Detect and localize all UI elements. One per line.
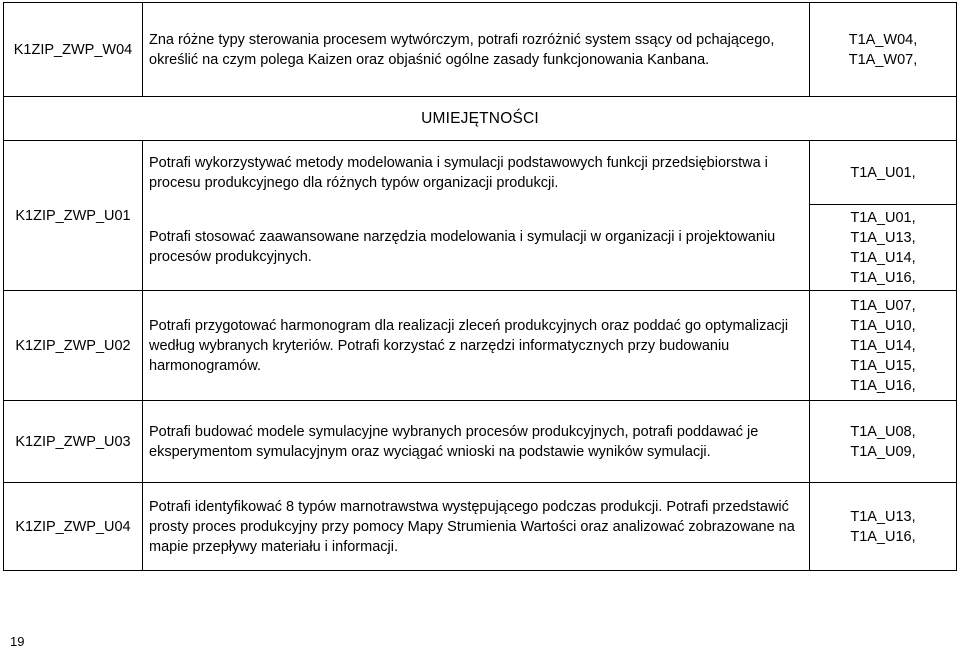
outcome-description: Potrafi identyfikować 8 typów marnotrawstwa występującego podczas produkcji. Potrafi przedstawić prosty proces produkcyjny przy pomocy Mapy Strumienia Wartości oraz analizować zobrazowane na mapie przepływy materiału i informacji. bbox=[143, 483, 810, 571]
ref-code: T1A_U13, bbox=[850, 229, 916, 246]
ref-code: T1A_U09, bbox=[850, 443, 916, 460]
ref-code: T1A_U01, bbox=[850, 209, 916, 226]
ref-code: T1A_U16, bbox=[850, 269, 916, 286]
outcome-description: Potrafi stosować zaawansowane narzędzia modelowania i symulacji w organizacji i projektowaniu procesów produkcyjnych. bbox=[143, 205, 810, 291]
outcome-refs bbox=[810, 291, 957, 401]
table-row bbox=[4, 291, 957, 401]
ref-code: T1A_U08, bbox=[850, 423, 916, 440]
outcome-code: K1ZIP_ZWP_W04 bbox=[4, 3, 143, 97]
learning-outcomes-table bbox=[3, 2, 957, 571]
table-row bbox=[4, 205, 957, 291]
ref-code: T1A_U13, bbox=[850, 508, 916, 525]
table-row bbox=[4, 3, 957, 97]
outcome-refs bbox=[810, 401, 957, 483]
outcome-refs bbox=[810, 141, 957, 205]
outcome-refs bbox=[810, 3, 957, 97]
outcome-code: K1ZIP_ZWP_U02 bbox=[4, 291, 143, 401]
outcome-description: Potrafi wykorzystywać metody modelowania i symulacji podstawowych funkcji przedsiębiorstwa i procesu produkcyjnego dla różnych typów organizacji produkcji. bbox=[143, 141, 810, 205]
table-row bbox=[4, 483, 957, 571]
outcome-code: K1ZIP_ZWP_U01 bbox=[4, 141, 143, 291]
table-row bbox=[4, 97, 957, 141]
section-heading: UMIEJĘTNOŚCI bbox=[4, 97, 957, 141]
outcome-description: Potrafi budować modele symulacyjne wybranych procesów produkcyjnych, potrafi poddawać je eksperymentom symulacyjnym oraz wyciągać wnioski na podstawie wyników symulacji. bbox=[143, 401, 810, 483]
outcome-code: K1ZIP_ZWP_U03 bbox=[4, 401, 143, 483]
table-row bbox=[4, 141, 957, 205]
outcome-description: Potrafi przygotować harmonogram dla realizacji zleceń produkcyjnych oraz poddać go optymalizacji według wybranych kryteriów. Potrafi korzystać z narzędzi informatycznych przy budowaniu harmonogramów. bbox=[143, 291, 810, 401]
outcome-code: K1ZIP_ZWP_U04 bbox=[4, 483, 143, 571]
ref-code: T1A_U14, bbox=[850, 249, 916, 266]
ref-code: T1A_U16, bbox=[850, 377, 916, 394]
ref-code: T1A_U15, bbox=[850, 357, 916, 374]
outcome-description: Zna różne typy sterowania procesem wytwórczym, potrafi rozróżnić system ssący od pchającego, określić na czym polega Kaizen oraz objaśnić ogólne zasady funkcjonowania Kanbana. bbox=[143, 3, 810, 97]
table-row bbox=[4, 401, 957, 483]
ref-code: T1A_W04, bbox=[848, 31, 918, 48]
ref-code: T1A_W07, bbox=[848, 51, 918, 68]
page-number: 19 bbox=[10, 634, 25, 649]
ref-code: T1A_U16, bbox=[850, 528, 916, 545]
outcome-refs bbox=[810, 205, 957, 291]
ref-code: T1A_U10, bbox=[850, 317, 916, 334]
ref-code: T1A_U07, bbox=[850, 297, 916, 314]
ref-code: T1A_U14, bbox=[850, 337, 916, 354]
outcome-refs bbox=[810, 483, 957, 571]
ref-code: T1A_U01, bbox=[850, 164, 916, 181]
